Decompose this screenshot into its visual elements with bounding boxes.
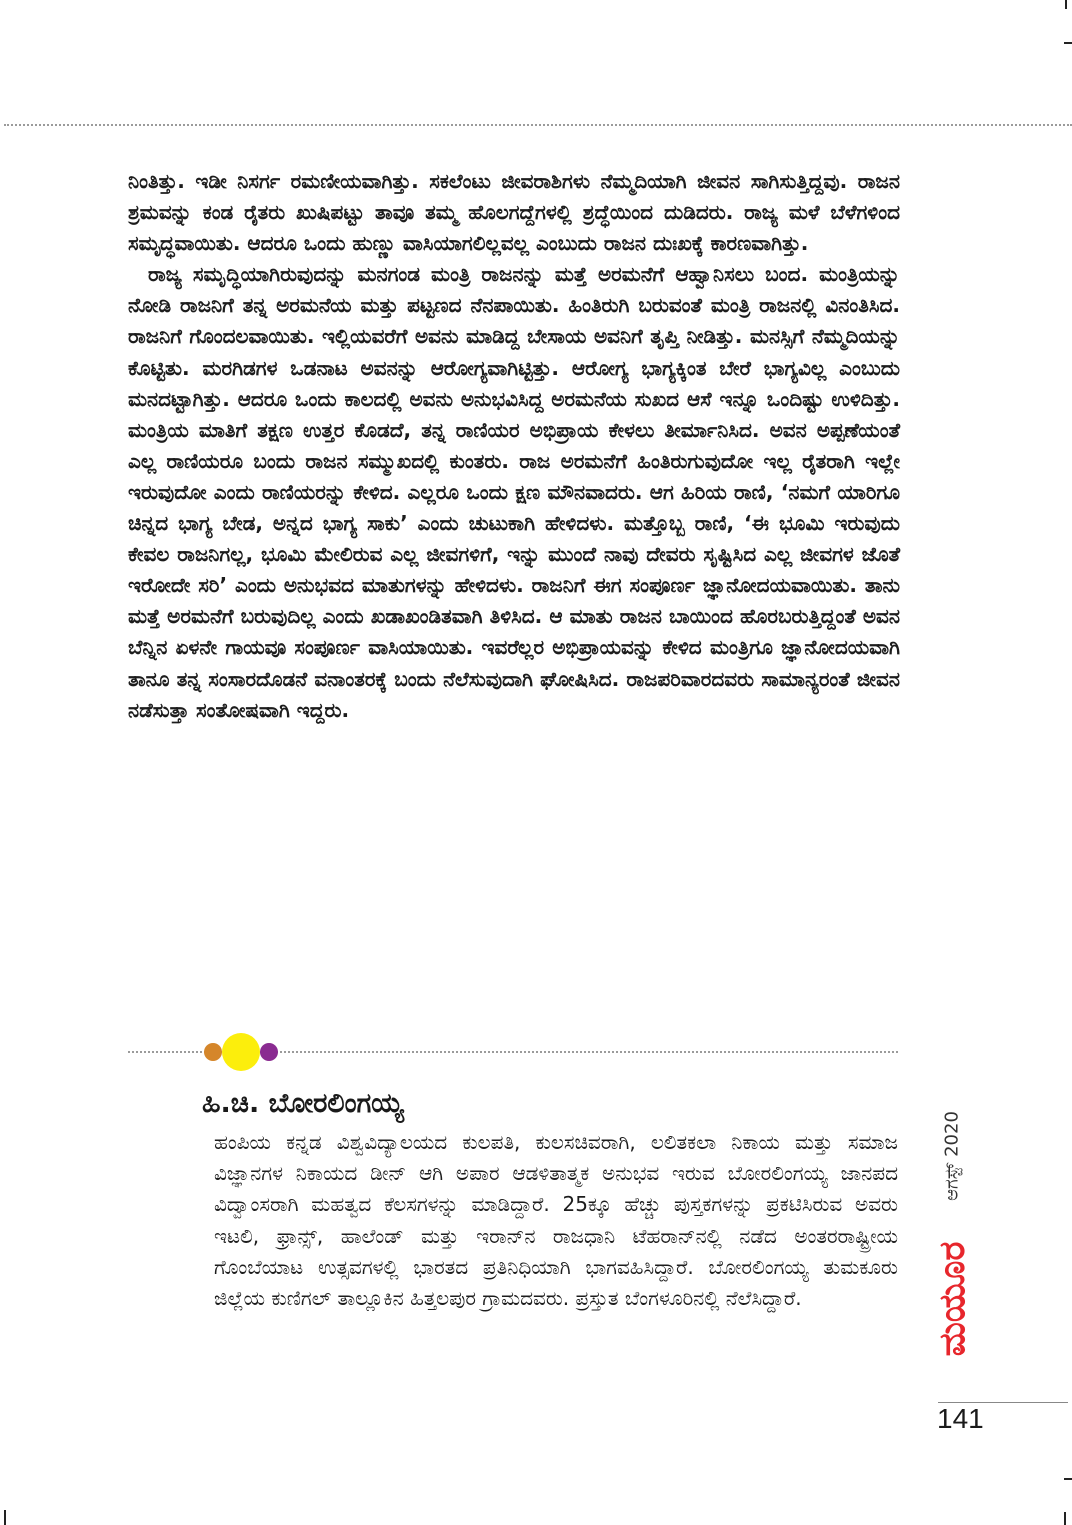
story-body bbox=[128, 166, 900, 726]
crop-mark-bottom-left bbox=[4, 1510, 6, 1525]
story-paragraph-1: ನಿಂತಿತ್ತು. ಇಡೀ ನಿಸರ್ಗ ರಮಣೀಯವಾಗಿತ್ತು. ಸಕಲೆಂಟು ಜೀವರಾಶಿಗಳು ನೆಮ್ಮದಿಯಾಗಿ ಜೀವನ ಸಾಗಿಸುತ್ತಿದ್ದವು. ರಾಜನ ಶ್ರಮವನ್ನು ಕಂಡ ರೈತರು ಖುಷಿಪಟ್ಟು ತಾವೂ ತಮ್ಮ ಹೊಲಗದ್ದೆಗಳಲ್ಲಿ ಶ್ರದ್ಧೆಯಿಂದ ದುಡಿದರು. ರಾಜ್ಯ ಮಳೆ ಬೆಳೆಗಳಿಂದ ಸಮೃದ್ಧವಾಯಿತು. ಆದರೂ ಒಂದು ಹುಣ್ಣು ವಾಸಿಯಾಗಲಿಲ್ಲವಲ್ಲ ಎಂಬುದು ರಾಜನ ದುಃಖಕ್ಕೆ ಕಾರಣವಾಗಿತ್ತು. bbox=[128, 169, 900, 256]
crop-mark-top-right-tick bbox=[1064, 42, 1072, 44]
author-bio: ಹಂಪಿಯ ಕನ್ನಡ ವಿಶ್ವವಿದ್ಯಾಲಯದ ಕುಲಪತಿ, ಕುಲಸಚಿವರಾಗಿ, ಲಲಿತಕಲಾ ನಿಕಾಯ ಮತ್ತು ಸಮಾಜ ವಿಜ್ಞಾನಗಳ ನಿಕಾಯದ ಡೀನ್ ಆಗಿ ಅಪಾರ ಆಡಳಿತಾತ್ಮಕ ಅನುಭವ ಇರುವ ಬೋರಲಿಂಗಯ್ಯ ಜಾನಪದ ವಿದ್ವಾಂಸರಾಗಿ ಮಹತ್ವದ ಕೆಲಸಗಳನ್ನು ಮಾಡಿದ್ದಾರೆ. 25ಕ್ಕೂ ಹೆಚ್ಚು ಪುಸ್ತಕಗಳನ್ನು ಪ್ರಕಟಿಸಿರುವ ಅವರು ಇಟಲಿ, ಫ್ರಾನ್ಸ್, ಹಾಲೆಂಡ್ ಮತ್ತು ಇರಾನ್‌ನ ರಾಜಧಾನಿ ಟೆಹರಾನ್‌ನಲ್ಲಿ ನಡೆದ ಅಂತರರಾಷ್ಟ್ರೀಯ ಗೊಂಬೆಯಾಟ ಉತ್ಸವಗಳಲ್ಲಿ ಭಾರತದ ಪ್ರತಿನಿಧಿಯಾಗಿ ಭಾಗವಹಿಸಿದ್ದಾರೆ. ಬೋರಲಿಂಗಯ್ಯ ತುಮಕೂರು ಜಿಲ್ಲೆಯ ಕುಣಿಗಲ್ ತಾಲ್ಲೂಕಿನ ಹಿತ್ತಲಪುರ ಗ್ರಾಮದವರು. ಪ್ರಸ್ತುತ ಬೆಂಗಳೂರಿನಲ್ಲಿ ನೆಲೆಸಿದ್ದಾರೆ. bbox=[214, 1130, 898, 1311]
crop-mark-bottom-right bbox=[1064, 1512, 1066, 1525]
crop-mark-bottom-right-tick bbox=[1064, 1478, 1072, 1480]
top-dotted-rule bbox=[4, 124, 1072, 126]
author-name: ಹಿ.ಚಿ. ಬೋರಲಿಂಗಯ್ಯ bbox=[202, 1088, 404, 1119]
crop-mark-top-right bbox=[1065, 0, 1067, 9]
orange-dot-ornament bbox=[204, 1043, 222, 1061]
story-paragraph-2: ರಾಜ್ಯ ಸಮೃದ್ಧಿಯಾಗಿರುವುದನ್ನು ಮನಗಂಡ ಮಂತ್ರಿ ರಾಜನನ್ನು ಮತ್ತೆ ಅರಮನೆಗೆ ಆಹ್ವಾನಿಸಲು ಬಂದ. ಮಂತ್ರಿಯನ್ನು ನೋಡಿ ರಾಜನಿಗೆ ತನ್ನ ಅರಮನೆಯ ಮತ್ತು ಪಟ್ಟಣದ ನೆನಪಾಯಿತು. ಹಿಂತಿರುಗಿ ಬರುವಂತೆ ಮಂತ್ರಿ ರಾಜನಲ್ಲಿ ವಿನಂತಿಸಿದ. ರಾಜನಿಗೆ ಗೊಂದಲವಾಯಿತು. ಇಲ್ಲಿಯವರೆಗೆ ಅವನು ಮಾಡಿದ್ದ ಬೇಸಾಯ ಅವನಿಗೆ ತೃಪ್ತಿ ನೀಡಿತ್ತು. ಮನಸ್ಸಿಗೆ ನೆಮ್ಮದಿಯನ್ನು ಕೊಟ್ಟಿತು. ಮರಗಿಡಗಳ ಒಡನಾಟ ಅವನನ್ನು ಆರೋಗ್ಯವಾಗಿಟ್ಟಿತ್ತು. ಆರೋಗ್ಯ ಭಾಗ್ಯಕ್ಕಿಂತ ಬೇರೆ ಭಾಗ್ಯವಿಲ್ಲ ಎಂಬುದು ಮನದಟ್ಟಾಗಿತ್ತು. ಆದರೂ ಒಂದು ಕಾಲದಲ್ಲಿ ಅವನು ಅನುಭವಿಸಿದ್ದ ಅರಮನೆಯ ಸುಖದ ಆಸೆ ಇನ್ನೂ ಒಂದಿಷ್ಟು ಉಳಿದಿತ್ತು. ಮಂತ್ರಿಯ ಮಾತಿಗೆ ತಕ್ಷಣ ಉತ್ತರ ಕೊಡದೆ, ತನ್ನ ರಾಣಿಯರ ಅಭಿಪ್ರಾಯ ಕೇಳಲು ತೀರ್ಮಾನಿಸಿದ. ಅವನ ಅಪ್ಪಣೆಯಂತೆ ಎಲ್ಲ ರಾಣಿಯರೂ ಬಂದು ರಾಜನ ಸಮ್ಮುಖದಲ್ಲಿ ಕುಂತರು. ರಾಜ ಅರಮನೆಗೆ ಹಿಂತಿರುಗುವುದೋ ಇಲ್ಲ ರೈತರಾಗಿ ಇಲ್ಲೇ ಇರುವುದೋ ಎಂದು ರಾಣಿಯರನ್ನು ಕೇಳಿದ. ಎಲ್ಲರೂ ಒಂದು ಕ್ಷಣ ಮೌನವಾದರು. ಆಗ ಹಿರಿಯ ರಾಣಿ, ‘ನಮಗೆ ಯಾರಿಗೂ ಚಿನ್ನದ ಭಾಗ್ಯ ಬೇಡ, ಅನ್ನದ ಭಾಗ್ಯ ಸಾಕು’ ಎಂದು ಚುಟುಕಾಗಿ ಹೇಳಿದಳು. ಮತ್ತೊಬ್ಬ ರಾಣಿ, ‘ಈ ಭೂಮಿ ಇರುವುದು ಕೇವಲ ರಾಜನಿಗಲ್ಲ, ಭೂಮಿ ಮೇಲಿರುವ ಎಲ್ಲ ಜೀವಗಳಿಗೆ, ಇನ್ನು ಮುಂದೆ ನಾವು ದೇವರು ಸೃಷ್ಟಿಸಿದ ಎಲ್ಲ ಜೀವಗಳ ಜೊತೆ ಇರೋದೇ ಸರಿ’ ಎಂದು ಅನುಭವದ ಮಾತುಗಳನ್ನು ಹೇಳಿದಳು. ರಾಜನಿಗೆ ಈಗ ಸಂಪೂರ್ಣ ಜ್ಞಾನೋದಯವಾಯಿತು. ತಾನು ಮತ್ತೆ ಅರಮನೆಗೆ ಬರುವುದಿಲ್ಲ ಎಂದು ಖಡಾಖಂಡಿತವಾಗಿ ತಿಳಿಸಿದ. ಆ ಮಾತು ರಾಜನ ಬಾಯಿಂದ ಹೊರಬರುತ್ತಿದ್ದಂತೆ ಅವನ ಬೆನ್ನಿನ ಏಳನೇ ಗಾಯವೂ ಸಂಪೂರ್ಣ ವಾಸಿಯಾಯಿತು. ಇವರೆಲ್ಲರ ಅಭಿಪ್ರಾಯವನ್ನು ಕೇಳಿದ ಮಂತ್ರಿಗೂ ಜ್ಞಾನೋದಯವಾಗಿ ತಾನೂ ತನ್ನ ಸಂಸಾರದೊಡನೆ ವನಾಂತರಕ್ಕೆ ಬಂದು ನೆಲೆಸುವುದಾಗಿ ಘೋಷಿಸಿದ. ರಾಜಪರಿವಾರದವರು ಸಾಮಾನ್ಯರಂತೆ ಜೀವನ ನಡೆಸುತ್ತಾ ಸಂತೋಷವಾಗಿ ಇದ್ದರು. bbox=[128, 262, 900, 722]
issue-date: ಆಗಸ್ಟ್ 2020 bbox=[941, 1111, 963, 1201]
purple-dot-ornament bbox=[260, 1043, 278, 1061]
magazine-logo: ಮಯೂರ bbox=[932, 1241, 973, 1357]
page-number: 141 bbox=[937, 1403, 984, 1434]
yellow-dot-ornament bbox=[222, 1033, 260, 1071]
